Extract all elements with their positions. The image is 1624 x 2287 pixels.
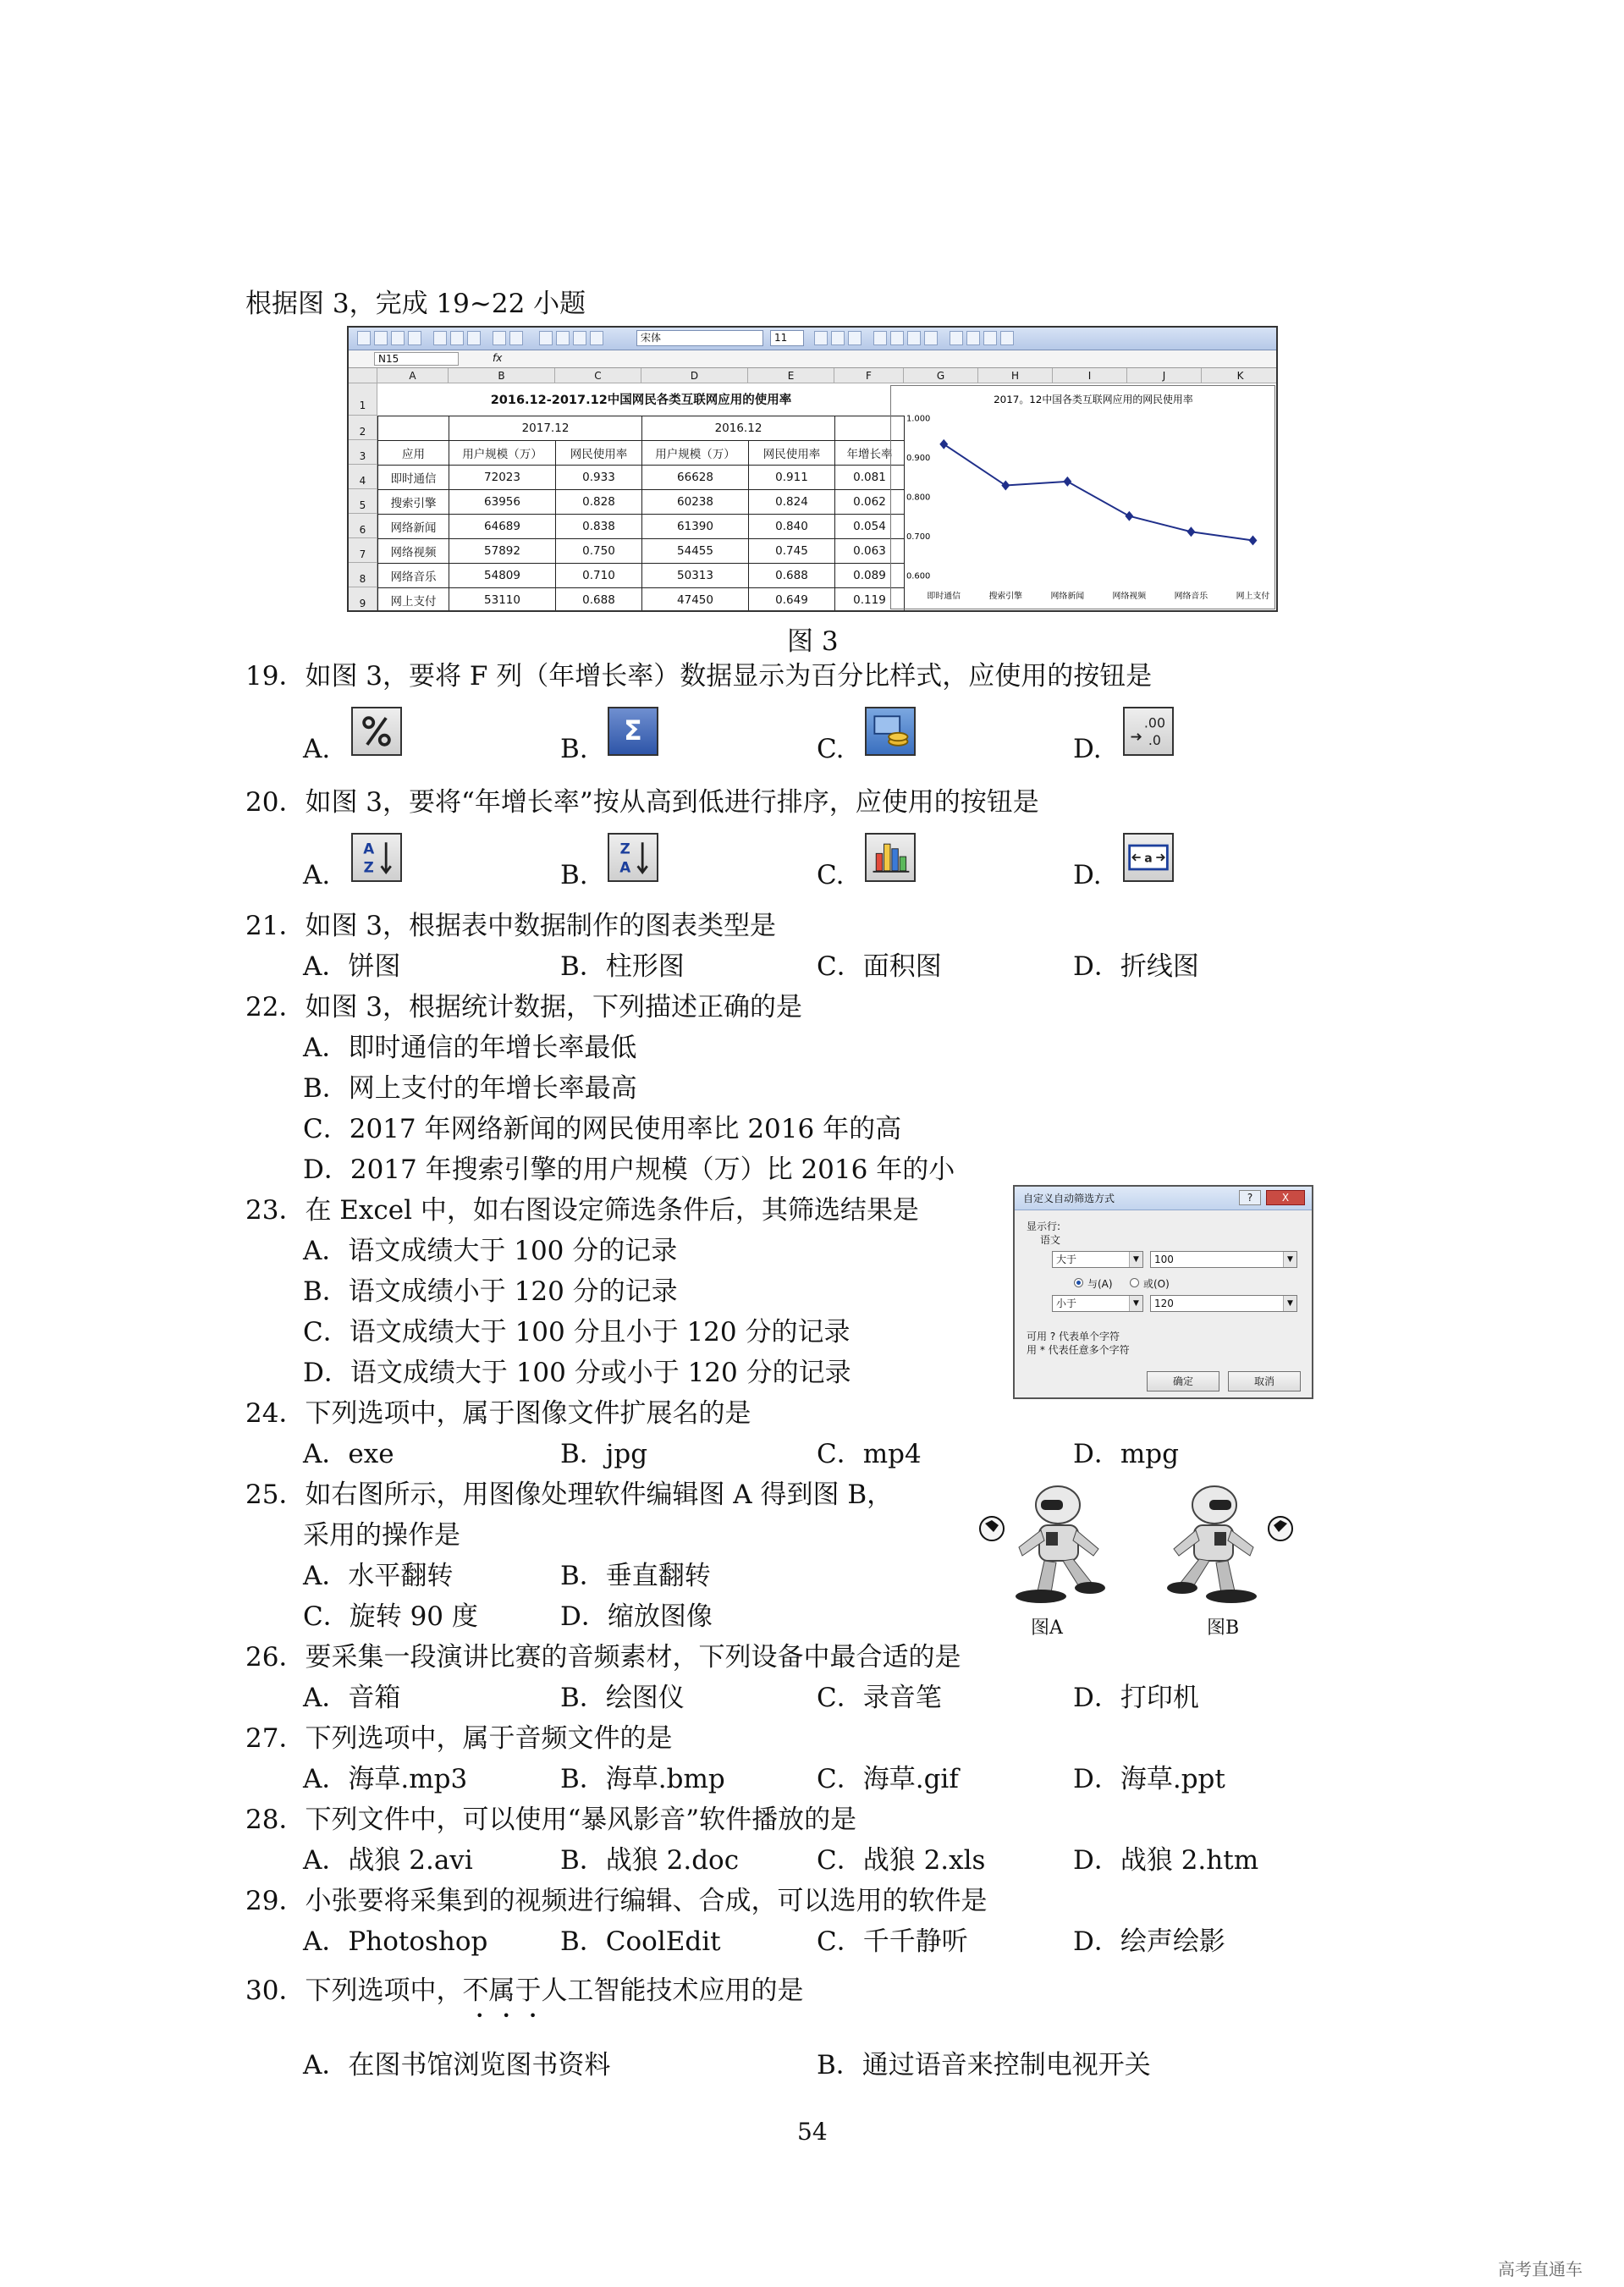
data-point-marker — [1001, 481, 1010, 491]
option-c: C．语文成绩大于 100 分且小于 120 分的记录 — [303, 1317, 851, 1347]
sort-ascending-icon — [351, 833, 402, 882]
x-tick-label: 网络新闻 — [1050, 592, 1085, 602]
table-cell: 0.649 — [749, 587, 835, 612]
table-cell: 61390 — [642, 514, 749, 538]
col-header: H — [978, 368, 1053, 383]
table-cell: 50313 — [642, 563, 749, 587]
robot-flip-figure — [973, 1481, 1299, 1642]
table-cell: 0.933 — [556, 465, 642, 489]
svg-text:A: A — [619, 858, 631, 876]
sort-desc-icon — [573, 331, 586, 345]
sort-descending-icon — [608, 833, 658, 882]
x-tick-label: 网络视频 — [1112, 592, 1147, 602]
col-header: J — [1127, 368, 1202, 383]
cut-icon — [433, 331, 447, 345]
sigma-icon — [608, 707, 658, 756]
robot-illustration — [973, 1481, 1299, 1608]
y-tick-label: 0.900 — [906, 454, 931, 464]
table-cell: 网络视频 — [378, 538, 449, 563]
new-icon — [357, 331, 371, 345]
option-b: B．网上支付的年增长率最高 — [303, 1073, 637, 1104]
column-header: 年增长率 — [835, 440, 905, 465]
copy-icon — [450, 331, 464, 345]
row-header: 5 — [349, 489, 377, 514]
redo-icon — [509, 331, 523, 345]
question-27: 27．下列选项中，属于音频文件的是 — [245, 1723, 673, 1754]
data-point-marker — [939, 439, 948, 449]
table-row — [378, 514, 905, 538]
option-a: A．海草.mp3 — [303, 1764, 468, 1794]
option-a: A．Photoshop — [303, 1926, 488, 1957]
question-26: 26．要采集一段演讲比赛的音频素材，下列设备中最合适的是 — [245, 1642, 961, 1673]
table-row — [378, 465, 905, 489]
table-row — [378, 538, 905, 563]
currency-icon — [950, 331, 963, 345]
font-size-box: 11 — [770, 330, 804, 346]
option-d: D．语文成绩大于 100 分或小于 120 分的记录 — [303, 1358, 851, 1388]
underline-icon — [848, 331, 862, 345]
dialog-title: 自定义自动筛选方式 — [1015, 1187, 1312, 1210]
table-cell — [378, 416, 449, 440]
svg-text:Z: Z — [363, 858, 374, 876]
custom-autofilter-dialog — [1013, 1185, 1313, 1399]
table-cell: 搜索引擎 — [378, 489, 449, 514]
help-button[interactable]: ? — [1239, 1190, 1261, 1205]
figure-caption: 图 3 — [787, 626, 839, 657]
svg-text:A: A — [363, 840, 375, 857]
section-intro: 根据图 3，完成 19~22 小题 — [245, 289, 586, 319]
x-tick-label: 网络音乐 — [1174, 592, 1208, 602]
table-title: 2016.12-2017.12中国网民各类互联网应用的使用率 — [378, 383, 905, 416]
operator-1-select[interactable] — [1052, 1251, 1143, 1268]
option-label: D. — [1073, 860, 1102, 890]
option-label: C. — [817, 860, 845, 890]
y-tick-label: 0.800 — [906, 493, 931, 503]
x-tick-label: 网上支付 — [1236, 592, 1270, 602]
option-d: D．mpg — [1073, 1439, 1179, 1469]
row-header: 4 — [349, 465, 377, 489]
data-point-marker — [1125, 511, 1133, 521]
question-25: 25．如右图所示，用图像处理软件编辑图 A 得到图 B， — [245, 1480, 894, 1510]
table-cell: 0.750 — [556, 538, 642, 563]
name-box: N15 — [374, 352, 459, 366]
table-cell: 0.688 — [556, 587, 642, 612]
question-21: 21．如图 3，根据表中数据制作的图表类型是 — [245, 911, 777, 941]
option-a: A．在图书馆浏览图书资料 — [303, 2050, 611, 2080]
decrease-decimal-icon — [1123, 707, 1174, 756]
and-label: 与(A) — [1087, 1278, 1113, 1290]
table-cell: 0.911 — [749, 465, 835, 489]
hint-multi-char: 用 * 代表任意多个字符 — [1027, 1344, 1130, 1356]
option-b: B．绘图仪 — [560, 1683, 685, 1713]
table-cell: 63956 — [449, 489, 556, 514]
table-row — [378, 489, 905, 514]
chevron-down-icon: ▼ — [1283, 1252, 1296, 1267]
option-label: C. — [817, 734, 845, 764]
question-19: 19．如图 3，要将 F 列（年增长率）数据显示为百分比样式，应使用的按钮是 — [245, 661, 1153, 692]
option-c: C．海草.gif — [817, 1764, 959, 1794]
row-header: 6 — [349, 514, 377, 538]
table-cell: 66628 — [642, 465, 749, 489]
and-radio[interactable] — [1074, 1278, 1083, 1287]
col-header: K — [1202, 368, 1278, 383]
question-29: 29．小张要将采集到的视频进行编辑、合成，可以选用的软件是 — [245, 1886, 988, 1916]
column-header: 用户规模（万） — [449, 440, 556, 465]
table-cell: 0.089 — [835, 563, 905, 587]
chevron-down-icon: ▼ — [1283, 1296, 1296, 1311]
column-header: 网民使用率 — [749, 440, 835, 465]
table-cell: 网上支付 — [378, 587, 449, 612]
option-d: D．打印机 — [1073, 1683, 1199, 1713]
field-label: 语文 — [1040, 1234, 1061, 1246]
option-c: C．录音笔 — [817, 1683, 942, 1713]
svg-text:a: a — [1144, 851, 1153, 866]
align-left-icon — [873, 331, 887, 345]
show-rows-label: 显示行: — [1027, 1221, 1061, 1232]
option-label: A. — [303, 860, 331, 890]
excel-toolbar — [349, 328, 1276, 350]
merge-center-icon — [924, 331, 938, 345]
option-a: A．音箱 — [303, 1683, 401, 1713]
line-chart — [890, 385, 1275, 609]
table-cell: 0.824 — [749, 489, 835, 514]
close-button[interactable]: X — [1266, 1190, 1305, 1205]
col-header: F — [834, 368, 904, 383]
table-cell: 53110 — [449, 587, 556, 612]
table-cell: 0.119 — [835, 587, 905, 612]
or-radio[interactable] — [1130, 1278, 1139, 1287]
option-b: B．战狼 2.doc — [560, 1845, 740, 1876]
col-header: B — [449, 368, 555, 383]
data-point-marker — [1249, 536, 1258, 546]
table-cell: 0.062 — [835, 489, 905, 514]
option-a: A．水平翻转 — [303, 1561, 454, 1591]
question-28: 28．下列文件中，可以使用“暴风影音”软件播放的是 — [245, 1805, 857, 1835]
table-cell: 0.081 — [835, 465, 905, 489]
table-row — [378, 587, 905, 612]
svg-text:Z: Z — [619, 840, 630, 857]
chevron-down-icon: ▼ — [1129, 1252, 1142, 1267]
or-label: 或(O) — [1143, 1278, 1170, 1290]
x-tick-label: 搜索引擎 — [988, 592, 1023, 602]
sort-asc-icon — [556, 331, 570, 345]
fx-icon: fx — [493, 352, 503, 364]
option-d: D．海草.ppt — [1073, 1764, 1225, 1794]
open-icon — [374, 331, 388, 345]
currency-coins-icon — [865, 707, 916, 756]
hint-single-char: 可用 ? 代表单个字符 — [1027, 1331, 1120, 1342]
table-cell: 0.688 — [749, 563, 835, 587]
formula-bar — [349, 350, 1276, 368]
table-cell: 0.054 — [835, 514, 905, 538]
align-right-icon — [907, 331, 921, 345]
question-23: 23．在 Excel 中，如右图设定筛选条件后，其筛选结果是 — [245, 1195, 919, 1226]
svg-text:.00: .00 — [1143, 714, 1166, 731]
row-header: 8 — [349, 563, 377, 587]
option-b: B．语文成绩小于 120 分的记录 — [303, 1276, 678, 1307]
merge-and-center-icon — [1123, 833, 1174, 882]
option-b: B．CoolEdit — [560, 1926, 721, 1957]
option-c: C．mp4 — [817, 1439, 922, 1469]
question-24: 24．下列选项中，属于图像文件扩展名的是 — [245, 1398, 751, 1429]
emphasis-dots: ••• — [476, 2008, 556, 2024]
table-cell: 64689 — [449, 514, 556, 538]
col-header: G — [904, 368, 978, 383]
table-cell: 0.840 — [749, 514, 835, 538]
operator-2-select[interactable] — [1052, 1295, 1143, 1312]
y-tick-label: 0.700 — [906, 532, 931, 542]
option-b: B．jpg — [560, 1439, 648, 1469]
y-tick-label: 1.000 — [906, 414, 931, 424]
row-header: 9 — [349, 587, 377, 612]
column-header: 网民使用率 — [556, 440, 642, 465]
page-number: 54 — [797, 2118, 828, 2146]
period-header: 2017.12 — [449, 416, 642, 440]
increase-decimal-icon — [1000, 331, 1014, 345]
column-header: 应用 — [378, 440, 449, 465]
option-c: C．面积图 — [817, 951, 942, 982]
option-d: D．缩放图像 — [560, 1601, 713, 1632]
option-c: C．千千静听 — [817, 1926, 968, 1957]
table-cell: 72023 — [449, 465, 556, 489]
figure-b-label: 图B — [1207, 1617, 1240, 1639]
comma-icon — [983, 331, 997, 345]
cancel-button[interactable]: 取消 — [1228, 1371, 1301, 1391]
chart-wizard-icon — [590, 331, 603, 345]
chart-wizard-button-icon — [865, 833, 916, 882]
question-22: 22．如图 3，根据统计数据，下列描述正确的是 — [245, 992, 803, 1022]
bold-icon — [814, 331, 828, 345]
option-b: B．垂直翻转 — [560, 1561, 711, 1591]
table-cell: 54455 — [642, 538, 749, 563]
column-header: 用户规模（万） — [642, 440, 749, 465]
chart-title: 2017。12中国各类互联网应用的网民使用率 — [994, 393, 1193, 405]
data-table — [377, 383, 905, 612]
option-d: D．绘声绘影 — [1073, 1926, 1225, 1957]
x-tick-label: 即时通信 — [927, 592, 961, 602]
paste-icon — [467, 331, 481, 345]
value-2-text: 120 — [1154, 1298, 1174, 1309]
corner-cell — [349, 368, 377, 383]
option-c: C．战狼 2.xls — [817, 1845, 986, 1876]
value-1-text: 100 — [1154, 1254, 1174, 1265]
option-c: C．2017 年网络新闻的网民使用率比 2016 年的高 — [303, 1114, 902, 1144]
question-30: 30．下列选项中，不属于人工智能技术应用的是 — [245, 1976, 804, 2006]
option-d: D．2017 年搜索引擎的用户规模（万）比 2016 年的小 — [303, 1155, 955, 1185]
figure-a-label: 图A — [1031, 1617, 1063, 1639]
table-cell: 54809 — [449, 563, 556, 587]
watermark: 高考直通车 — [1498, 2259, 1583, 2279]
row-header: 2 — [349, 416, 377, 440]
option-d: D．战狼 2.htm — [1073, 1845, 1259, 1876]
italic-icon — [831, 331, 845, 345]
option-label: B. — [560, 734, 588, 764]
option-d: D．折线图 — [1073, 951, 1199, 982]
save-icon — [391, 331, 405, 345]
option-label: A. — [303, 734, 331, 764]
row-header: 7 — [349, 538, 377, 563]
col-header: I — [1053, 368, 1127, 383]
svg-text:.0: .0 — [1148, 731, 1161, 748]
ok-button[interactable]: 确定 — [1147, 1371, 1219, 1391]
option-label: D. — [1073, 734, 1102, 764]
table-cell: 0.745 — [749, 538, 835, 563]
option-b: B．柱形图 — [560, 951, 685, 982]
table-row — [378, 563, 905, 587]
option-a: A．饼图 — [303, 951, 401, 982]
y-tick-label: 0.600 — [906, 571, 931, 581]
table-cell: 网络音乐 — [378, 563, 449, 587]
value-2-input[interactable] — [1150, 1295, 1297, 1312]
table-cell: 0.063 — [835, 538, 905, 563]
option-a: A．语文成绩大于 100 分的记录 — [303, 1236, 678, 1266]
font-name-box: 宋体 — [636, 330, 763, 346]
percent-icon — [966, 331, 980, 345]
autosum-icon — [539, 331, 553, 345]
col-header: E — [748, 368, 834, 383]
table-cell: 57892 — [449, 538, 556, 563]
question-20: 20．如图 3，要将“年增长率”按从高到低进行排序，应使用的按钮是 — [245, 787, 1039, 818]
option-c: C．旋转 90 度 — [303, 1601, 478, 1632]
percent-button-icon — [351, 707, 402, 756]
excel-screenshot — [347, 326, 1278, 612]
undo-icon — [493, 331, 506, 345]
table-cell: 即时通信 — [378, 465, 449, 489]
operator-1-value: 大于 — [1056, 1254, 1077, 1265]
svg-text:Σ: Σ — [624, 716, 642, 747]
table-cell: 60238 — [642, 489, 749, 514]
col-header: D — [641, 368, 748, 383]
table-cell: 0.838 — [556, 514, 642, 538]
align-center-icon — [890, 331, 904, 345]
table-cell: 0.828 — [556, 489, 642, 514]
table-cell: 网络新闻 — [378, 514, 449, 538]
option-label: B. — [560, 860, 588, 890]
value-1-input[interactable] — [1150, 1251, 1297, 1268]
data-point-marker — [1063, 477, 1071, 487]
option-a: A．即时通信的年增长率最低 — [303, 1033, 637, 1063]
row-header: 1 — [349, 383, 377, 416]
option-a: A．exe — [303, 1439, 394, 1469]
option-b: B．海草.bmp — [560, 1764, 725, 1794]
chart-series-line — [944, 444, 1252, 541]
col-header: A — [377, 368, 449, 383]
option-b: B．通过语音来控制电视开关 — [817, 2050, 1151, 2080]
chevron-down-icon: ▼ — [1129, 1296, 1142, 1311]
table-cell: 47450 — [642, 587, 749, 612]
period-header: 2016.12 — [642, 416, 835, 440]
operator-2-value: 小于 — [1056, 1298, 1077, 1309]
data-point-marker — [1186, 526, 1195, 537]
option-a: A．战狼 2.avi — [303, 1845, 473, 1876]
print-icon — [408, 331, 421, 345]
table-cell: 0.710 — [556, 563, 642, 587]
question-25-line2: 采用的操作是 — [303, 1520, 460, 1551]
row-header: 3 — [349, 440, 377, 465]
col-header: C — [555, 368, 641, 383]
